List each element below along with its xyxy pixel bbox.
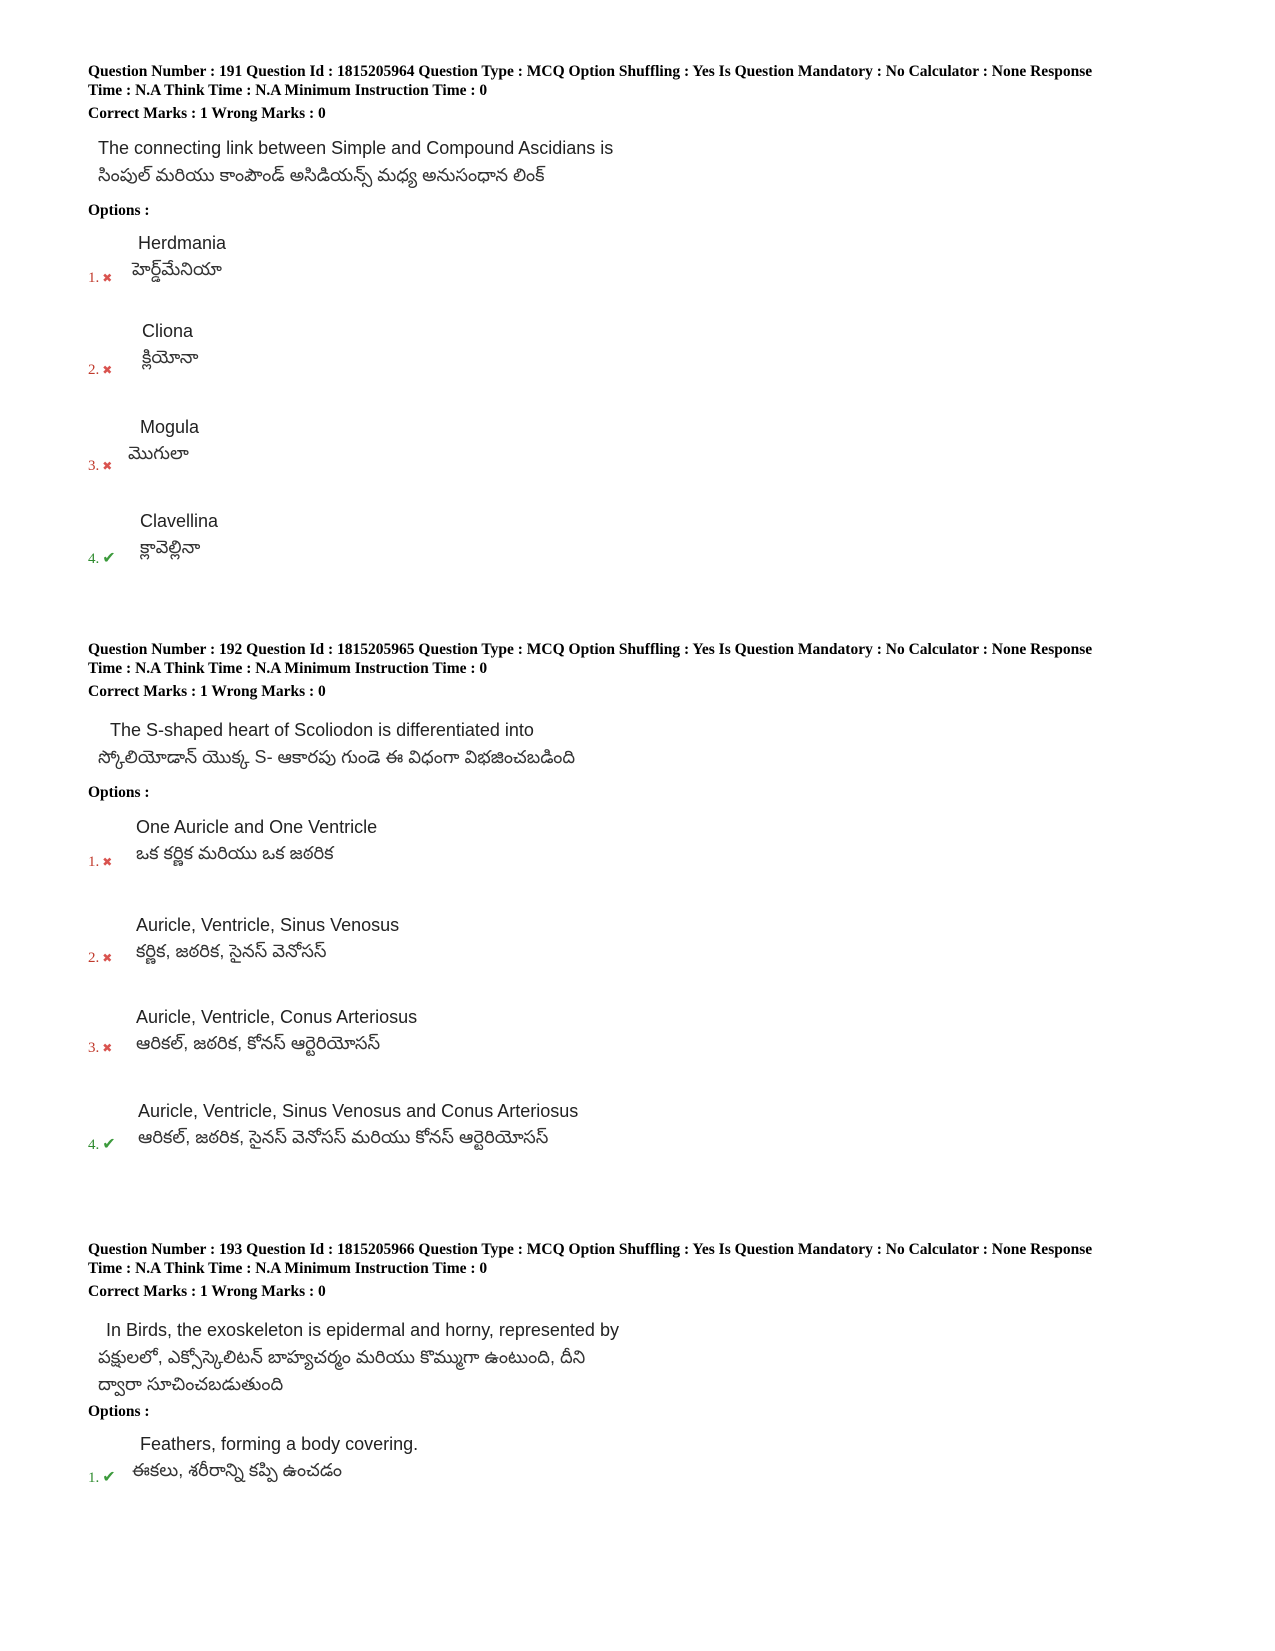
- option-2: [88, 912, 1208, 1004]
- question-marks: Correct Marks : 1 Wrong Marks : 0: [88, 683, 326, 700]
- option-4: [88, 512, 1208, 606]
- question-192: [88, 640, 1208, 1192]
- option-text-te: క్లావెల్లినా: [140, 537, 201, 557]
- question-meta-line2: Time : N.A Think Time : N.A Minimum Instruction Time : 0: [88, 1260, 488, 1277]
- option-text-te: ఆరికల్, జఠరిక, కోనస్ ఆర్టెరియోసస్: [136, 1033, 381, 1053]
- question-text-te-line2: ద్వారా సూచించబడుతుంది: [98, 1374, 284, 1394]
- question-text: [88, 135, 1208, 189]
- question-marks: Correct Marks : 1 Wrong Marks : 0: [88, 105, 326, 122]
- question-193: [88, 1240, 1208, 1525]
- option-text-en: Feathers, forming a body covering.: [140, 1434, 419, 1454]
- question-meta-line1: Question Number : 191 Question Id : 1815205964 Question Type : MCQ Option Shuffling : Yes Is Question Mandatory : No Calculator : None Response: [88, 63, 1093, 80]
- option-text-en: Auricle, Ventricle, Sinus Venosus and Conus Arteriosus: [138, 1101, 579, 1121]
- option-number: 4.: [88, 1137, 100, 1153]
- option-text-en: Auricle, Ventricle, Sinus Venosus: [136, 915, 400, 935]
- question-text-en: In Birds, the exoskeleton is epidermal and horny, represented by: [106, 1320, 619, 1340]
- cross-icon: ✖: [102, 951, 113, 965]
- option-number: 3.: [88, 458, 100, 474]
- cross-icon: ✖: [102, 271, 113, 285]
- question-meta-line1: Question Number : 192 Question Id : 1815205965 Question Type : MCQ Option Shuffling : Yes Is Question Mandatory : No Calculator : None Response: [88, 641, 1093, 658]
- option-text-en: Clavellina: [140, 511, 219, 531]
- question-meta-line2: Time : N.A Think Time : N.A Minimum Instruction Time : 0: [88, 82, 488, 99]
- option-text-te: ఆరికల్, జఠరిక, సైనస్ వెనోసస్ మరియు కోనస్ ఆర్టెరియోసస్: [138, 1127, 549, 1147]
- question-meta-line2: Time : N.A Think Time : N.A Minimum Instruction Time : 0: [88, 660, 488, 677]
- option-3: [88, 1004, 1208, 1098]
- option-number: 2.: [88, 362, 100, 378]
- options-label: Options :: [88, 202, 150, 219]
- option-text-te: ఒక కర్ణిక మరియు ఒక జఠరిక: [136, 843, 334, 863]
- question-meta: [88, 1240, 1208, 1278]
- question-marks: Correct Marks : 1 Wrong Marks : 0: [88, 1283, 326, 1300]
- question-text-en: The connecting link between Simple and Compound Ascidians is: [98, 138, 614, 158]
- option-number: 1.: [88, 854, 100, 870]
- option-number: 1.: [88, 1470, 100, 1486]
- option-text-en: Mogula: [140, 417, 200, 437]
- option-number: 3.: [88, 1040, 100, 1056]
- options-label: Options :: [88, 784, 150, 801]
- option-1: [88, 1431, 1208, 1525]
- option-number: 1.: [88, 270, 100, 286]
- option-text-en: One Auricle and One Ventricle: [136, 817, 378, 837]
- check-icon: ✔: [102, 1469, 116, 1486]
- question-text-te: స్కోలియోడాన్ యొక్క S- ఆకారపు గుండె ఈ విధంగా విభజించబడింది: [98, 747, 576, 767]
- option-number: 2.: [88, 950, 100, 966]
- option-text-te: కర్ణిక, జఠరిక, సైనస్ వెనోసస్: [136, 941, 327, 961]
- option-3: [88, 418, 1208, 512]
- cross-icon: ✖: [102, 459, 113, 473]
- cross-icon: ✖: [102, 855, 113, 869]
- option-2: [88, 321, 1208, 418]
- check-icon: ✔: [102, 550, 116, 567]
- option-1: [88, 230, 1208, 324]
- option-text-te: ఈకలు, శరీరాన్ని కప్పి ఉంచడం: [132, 1460, 342, 1480]
- question-meta: [88, 62, 1208, 100]
- option-text-te: మొగులా: [128, 443, 189, 463]
- option-4: [88, 1098, 1208, 1192]
- question-text-te: సింపుల్ మరియు కాంపౌండ్ అసిడియన్స్ మధ్య అనుసంధాన లింక్: [98, 165, 545, 185]
- question-text: [88, 1317, 1208, 1398]
- question-text-en: The S-shaped heart of Scoliodon is differentiated into: [110, 720, 534, 740]
- cross-icon: ✖: [102, 1041, 113, 1055]
- options-label: Options :: [88, 1403, 150, 1420]
- option-text-en: Cliona: [142, 321, 194, 341]
- question-text: [88, 717, 1208, 771]
- option-1: [88, 814, 1208, 912]
- option-text-te: హెర్డ్‌మేనియా: [132, 259, 222, 279]
- question-text-te: పక్షులలో, ఎక్సోస్కెలిటన్ బాహ్యచర్మం మరియు కొమ్ముగా ఉంటుంది, దీని: [98, 1347, 586, 1367]
- cross-icon: ✖: [102, 363, 113, 377]
- question-meta-line1: Question Number : 193 Question Id : 1815205966 Question Type : MCQ Option Shuffling : Yes Is Question Mandatory : No Calculator : None Response: [88, 1241, 1093, 1258]
- check-icon: ✔: [102, 1136, 116, 1153]
- option-text-en: Auricle, Ventricle, Conus Arteriosus: [136, 1007, 418, 1027]
- question-meta: [88, 640, 1208, 678]
- option-text-te: క్లియోనా: [142, 347, 199, 367]
- question-191: [88, 62, 1208, 606]
- option-number: 4.: [88, 551, 100, 567]
- option-text-en: Herdmania: [138, 233, 227, 253]
